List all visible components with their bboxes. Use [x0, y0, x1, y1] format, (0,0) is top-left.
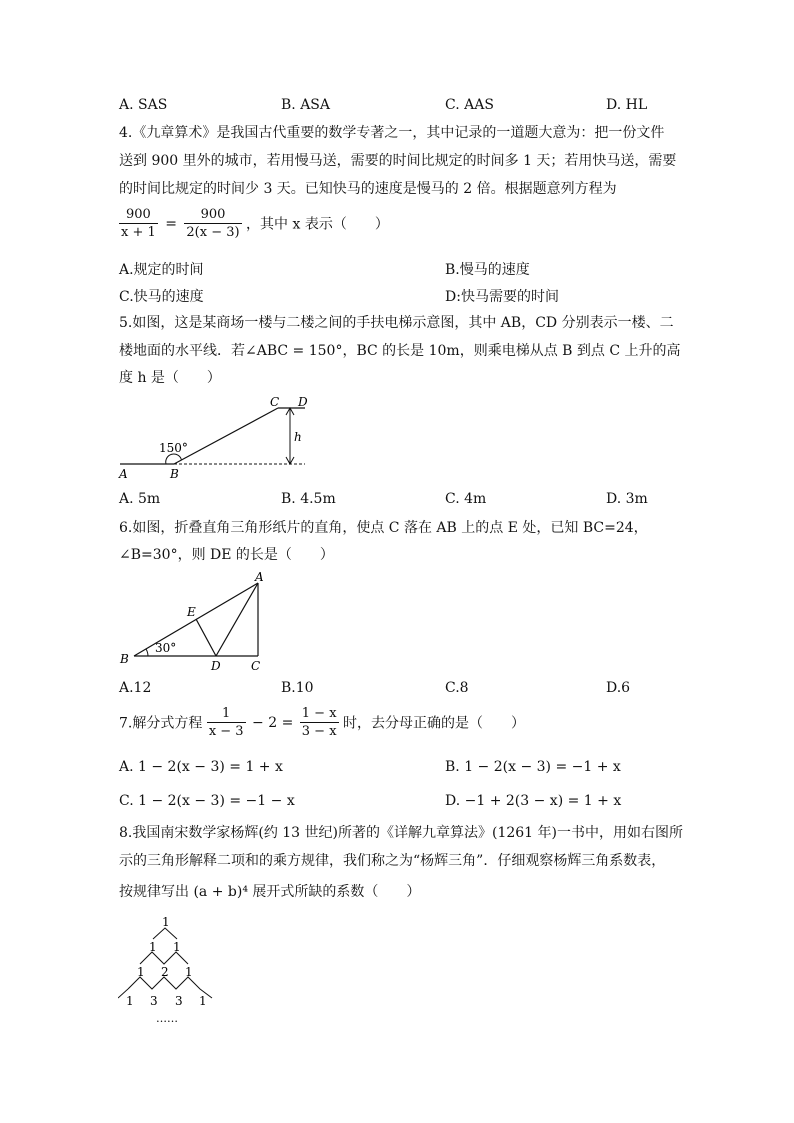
q4-equation-tail: ，其中 x 表示（ ）: [246, 216, 389, 233]
q6-triangle-figure: [112, 568, 272, 676]
q8-text-line-2: 示的三角形解释二项和的乘方规律，我们称之为“杨辉三角”．仔细观察杨辉三角系数表，: [119, 853, 666, 869]
q4-fraction-right-numerator: 900: [184, 206, 241, 224]
q6-angle-arc: [146, 649, 148, 656]
q7-fraction-1-denominator: x − 3: [208, 724, 244, 739]
q5-label-a: A: [119, 467, 128, 481]
q3-option-d: D. HL: [606, 97, 648, 113]
q5-option-d: D. 3m: [606, 491, 648, 507]
q5-option-c: C. 4m: [445, 491, 487, 507]
q8-row4-value-2: 3: [150, 994, 158, 1008]
q7-fraction-2-denominator: 3 − x: [301, 724, 337, 739]
q5-label-c: C: [270, 395, 280, 409]
q4-equation: $\frac{900}{x + 1}$ = $\frac{900}{2(x - 3)}$ ，其中 x 表示（ ）: [121, 207, 389, 240]
q4-option-a: A.规定的时间: [119, 262, 204, 278]
q4-option-c: C.快马的速度: [119, 289, 204, 305]
q8-row2-value-2: 1: [173, 940, 181, 954]
q5-angle-label: 150°: [159, 441, 188, 455]
q5-text-line-1: 5.如图，这是某商场一楼与二楼之间的手扶电梯示意图，其中 AB，CD 分别表示一楼、二: [119, 315, 674, 331]
q8-row3-value-3: 1: [185, 965, 193, 979]
q8-triangle-lines: [118, 928, 212, 998]
q8-text-line-3: 按规律写出 (a + b)⁴ 展开式所缺的系数（ ）: [119, 884, 421, 900]
q7-option-c: C. 1 − 2(x − 3) = −1 − x: [119, 793, 295, 809]
q5-label-h: h: [294, 430, 302, 444]
q8-yanghui-triangle: [118, 910, 218, 1028]
q6-label-b: B: [120, 652, 129, 666]
q8-ellipsis: ……: [156, 1012, 178, 1025]
q7-fraction-2: [300, 705, 339, 740]
q6-angle-label: 30°: [155, 641, 177, 655]
q7-question: [119, 705, 525, 740]
q8-row4-value-3: 3: [175, 994, 183, 1008]
q4-fraction-left: [119, 206, 158, 241]
q7-middle: − 2 =: [252, 714, 294, 731]
q6-option-c: C.8: [445, 680, 469, 696]
q8-row3-value-1: 1: [137, 965, 145, 979]
q5-text-line-2: 楼地面的水平线．若∠ABC = 150°，BC 的长是 10m，则乘电梯从点 B 到点 C 上升的高: [119, 343, 681, 359]
q7-option-b: B. 1 − 2(x − 3) = −1 + x: [445, 759, 621, 775]
q4-fraction-left-denominator: x + 1: [121, 225, 156, 240]
q7-fraction-2-numerator: 1 − x: [301, 706, 337, 721]
q7-suffix: 时，去分母正确的是（ ）: [342, 715, 525, 732]
q8-row4-value-1: 1: [126, 994, 134, 1008]
q6-text-line-2: ∠B=30°，则 DE 的长是（ ）: [119, 547, 334, 563]
q5-line-bc: [174, 408, 278, 464]
q8-row3-value-2: 2: [161, 965, 169, 979]
q8-row1-value-1: 1: [162, 915, 170, 929]
q6-label-e: E: [187, 605, 196, 619]
q3-option-b: B. ASA: [281, 97, 330, 113]
q4-fraction-left-numerator: 900: [119, 206, 158, 224]
q4-option-d: D:快马需要的时间: [445, 289, 559, 305]
q6-option-a: A.12: [119, 680, 152, 696]
q4-option-b: B.慢马的速度: [445, 262, 530, 278]
q7-prefix: 7.解分式方程: [119, 715, 203, 732]
q6-segment-ed: [196, 619, 216, 656]
q5-escalator-figure: [110, 392, 320, 482]
q8-row2-value-1: 1: [149, 940, 157, 954]
q8-text-line-1: 8.我国南宋数学家杨辉(约 13 世纪)所著的《详解九章算法》(1261 年)一书中，用如右图所: [119, 825, 683, 841]
q5-label-b: B: [170, 467, 179, 481]
q3-option-a: A. SAS: [119, 97, 168, 113]
q4-text-line-2: 送到 900 里外的城市，若用慢马送，需要的时间比规定的时间多 1 天；若用快马送，需要: [119, 153, 677, 169]
q7-option-a: A. 1 − 2(x − 3) = 1 + x: [119, 759, 283, 775]
q6-segment-ad: [216, 583, 258, 656]
q6-label-c: C: [251, 659, 261, 673]
q4-text-line-3: 的时间比规定的时间少 3 天。已知快马的速度是慢马的 2 倍。根据题意列方程为: [119, 181, 617, 197]
q7-option-d: D. −1 + 2(3 − x) = 1 + x: [445, 793, 622, 809]
q7-fraction-1-numerator: 1: [207, 705, 246, 723]
q4-fraction-right: [184, 206, 241, 241]
q5-option-a: A. 5m: [119, 491, 161, 507]
q3-option-c: C. AAS: [445, 97, 494, 113]
q7-fraction-1: [207, 705, 246, 740]
q6-label-d: D: [211, 659, 221, 673]
q8-row4-value-4: 1: [199, 994, 207, 1008]
q5-option-b: B. 4.5m: [281, 491, 336, 507]
q5-text-line-3: 度 h 是（ ）: [119, 370, 221, 386]
q5-label-d: D: [298, 395, 308, 409]
q5-angle-arc: [166, 454, 182, 464]
q6-text-line-1: 6.如图，折叠直角三角形纸片的直角，使点 C 落在 AB 上的点 E 处，已知 BC=24，: [119, 520, 648, 536]
q4-text-line-1: 4.《九章算术》是我国古代重要的数学专著之一，其中记录的一道题大意为：把一份文件: [119, 125, 665, 141]
q6-option-b: B.10: [281, 680, 314, 696]
q6-label-a: A: [255, 570, 264, 584]
q6-option-d: D.6: [606, 680, 631, 696]
q4-fraction-right-denominator: 2(x − 3): [186, 225, 240, 240]
